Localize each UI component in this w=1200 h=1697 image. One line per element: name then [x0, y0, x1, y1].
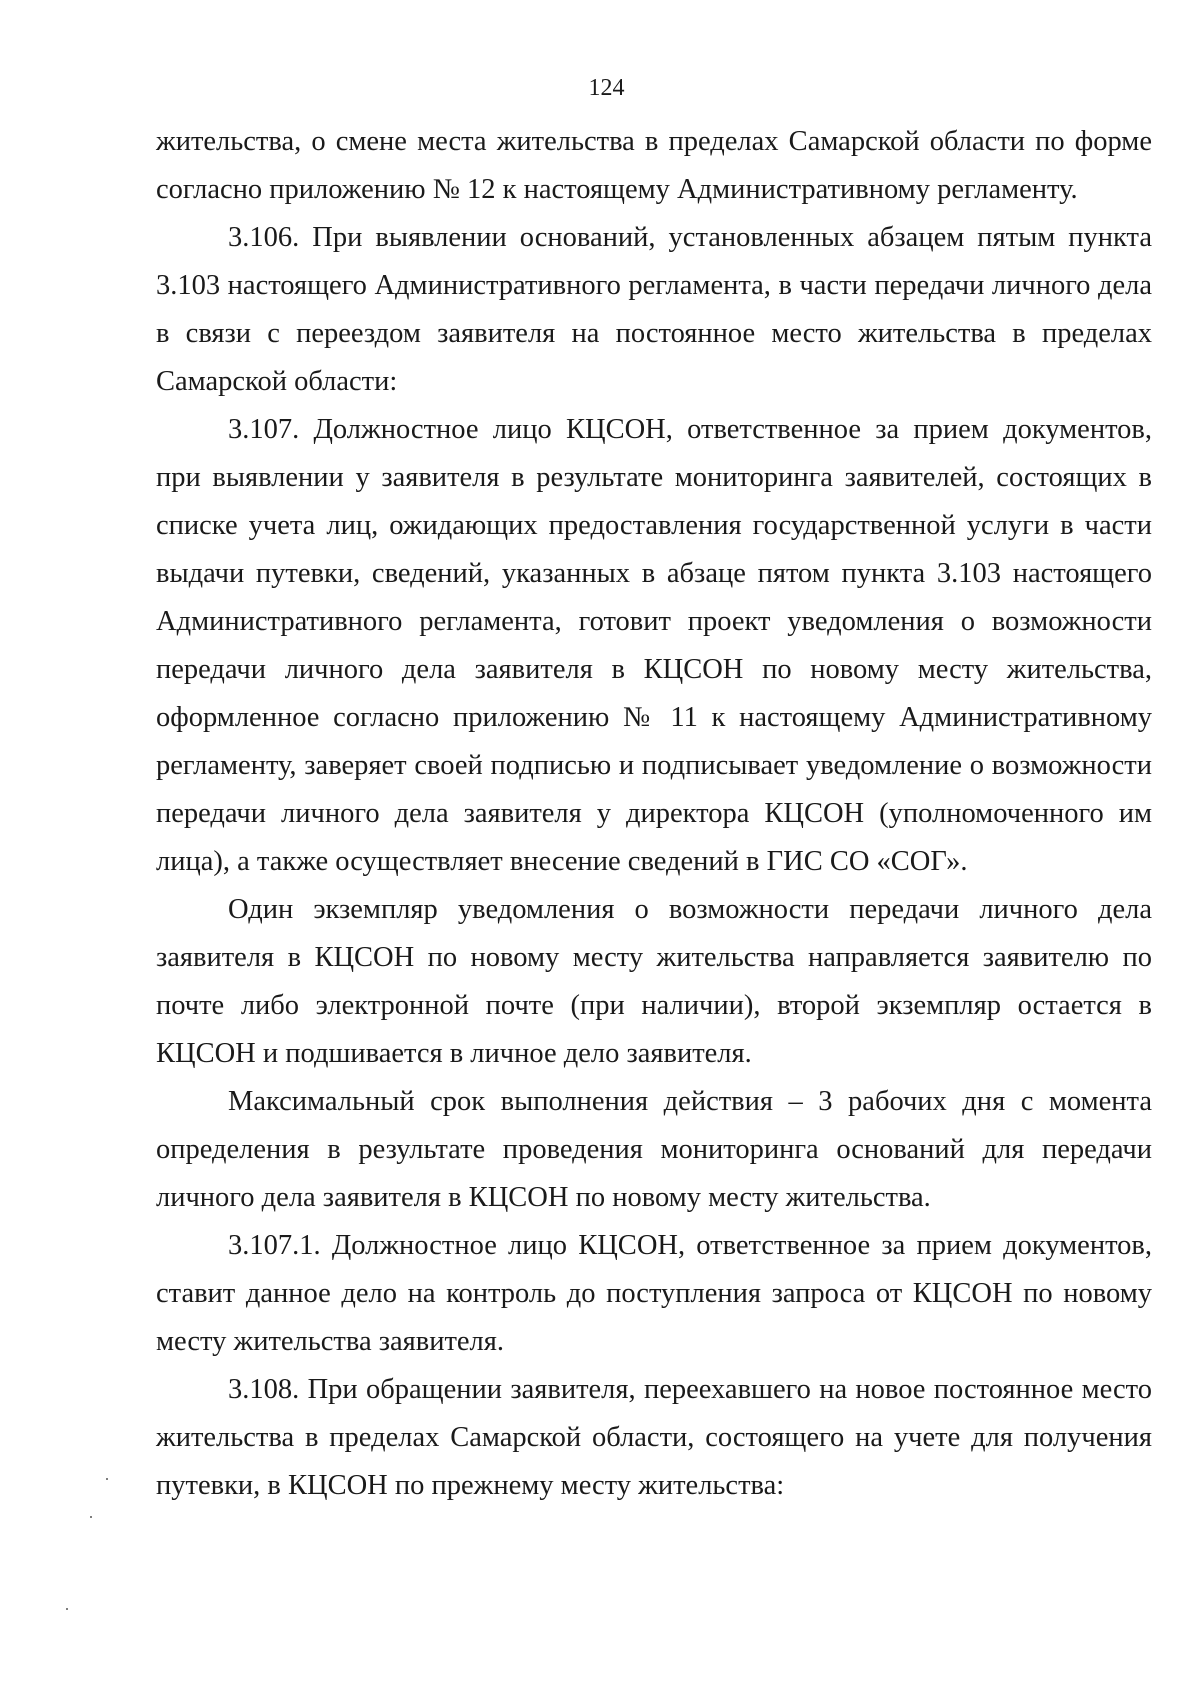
paragraph-continuation: жительства, о смене места жительства в пределах Самарской области по форме согласно приложению № 12 к настоящему Административному регламенту.: [156, 126, 1152, 205]
paragraph-notice-copies: Один экземпляр уведомления о возможности передачи личного дела заявителя в КЦСОН по новому месту жительства направляется заявителю по почте либо электронной почте (при наличии), второй экземпляр остается в КЦСОН и подшивается в личное дело заявителя.: [156, 894, 1152, 1069]
paragraph-3-108: 3.108. При обращении заявителя, переехавшего на новое постоянное место жительства в пределах Самарской области, состоящего на учете для получения путевки, в КЦСОН по прежнему месту жительства:: [156, 1374, 1152, 1501]
document-body: [156, 118, 1152, 1510]
paragraph-3-107-1: 3.107.1. Должностное лицо КЦСОН, ответственное за прием документов, ставит данное дело на контроль до поступления запроса от КЦСОН по новому месту жительства заявителя.: [156, 1230, 1152, 1357]
scan-speck: [90, 1516, 92, 1518]
page-number: 124: [588, 75, 625, 101]
paragraph-max-term: Максимальный срок выполнения действия – 3 рабочих дня с момента определения в результате проведения мониторинга оснований для передачи личного дела заявителя в КЦСОН по новому месту жительства.: [156, 1086, 1152, 1213]
scan-speck: [106, 1478, 108, 1480]
scan-speck: [66, 1608, 68, 1610]
paragraph-3-106: 3.106. При выявлении оснований, установленных абзацем пятым пункта 3.103 настоящего Административного регламента, в части передачи личного дела в связи с переездом заявителя на постоянное место жительства в пределах Самарской области:: [156, 222, 1152, 397]
paragraph-3-107: 3.107. Должностное лицо КЦСОН, ответственное за прием документов, при выявлении у заявителя в результате мониторинга заявителей, состоящих в списке учета лиц, ожидающих предоставления государственной услуги в части выдачи путевки, сведений, указанных в абзаце пятом пункта 3.103 настоящего Административного регламента, готовит проект уведомления о возможности передачи личного дела заявителя в КЦСОН по новому месту жительства, оформленное согласно приложению № 11 к настоящему Административному регламенту, заверяет своей подписью и подписывает уведомление о возможности передачи личного дела заявителя у директора КЦСОН (уполномоченного им лица), а также осуществляет внесение сведений в ГИС СО «СОГ».: [156, 414, 1152, 877]
